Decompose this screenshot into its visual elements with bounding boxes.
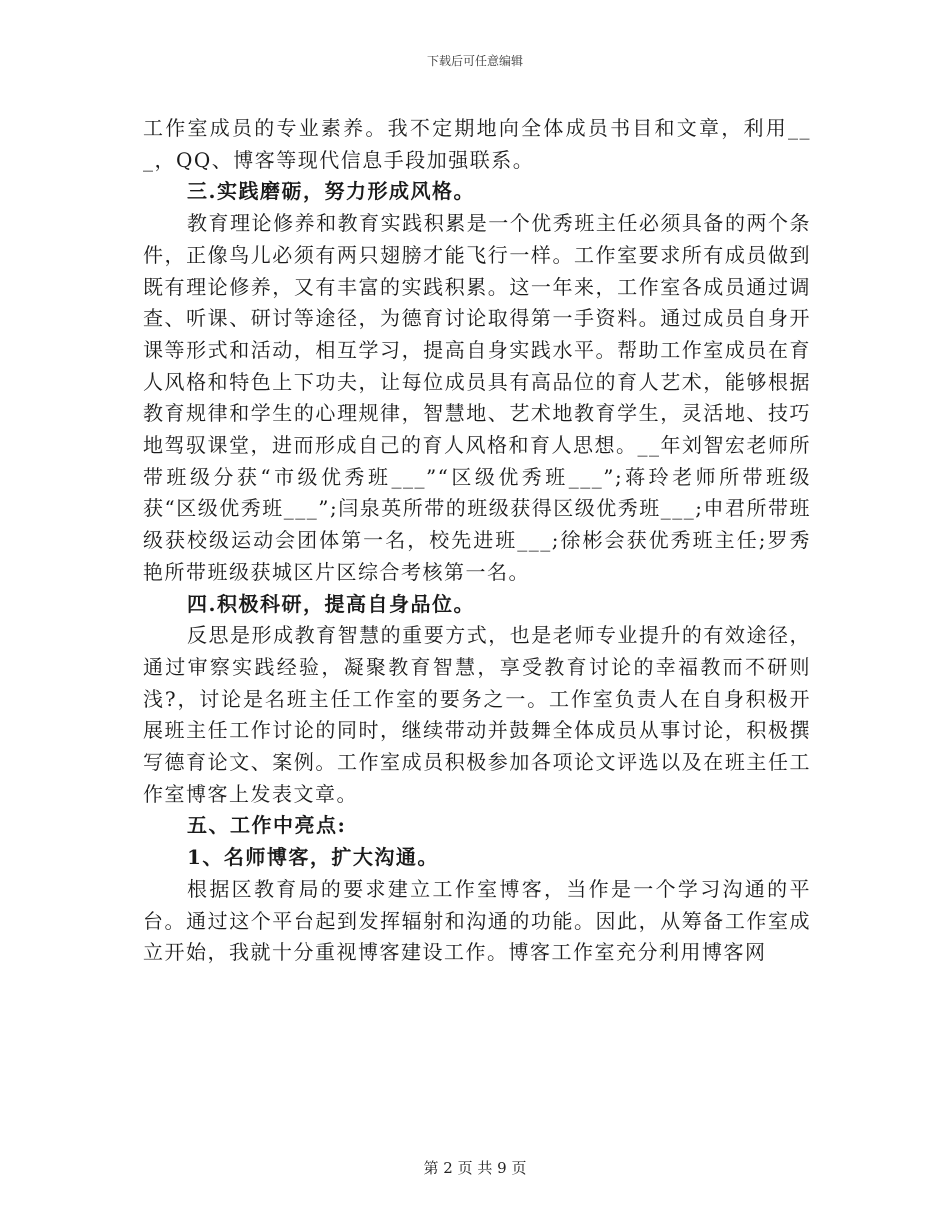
section-heading-4: 四.积极科研，提高自身品位。 (187, 591, 475, 616)
section-heading-3: 三.实践磨砺，努力形成风格。 (187, 179, 475, 204)
document-body (143, 113, 811, 969)
section-heading-5: 五、工作中亮点: (187, 813, 347, 838)
paragraph-blog: 根据区教育局的要求建立工作室博客，当作是一个学习沟通的平台。通过这个平台起到发挥辐射和沟通的功能。因此，从筹备工作室成立开始，我就十分重视博客建设工作。博客工作室充分利用博客网 (143, 876, 811, 965)
subsection-heading-5-1: 1、名师博客，扩大沟通。 (187, 845, 439, 870)
page-number-footer: 第 2 页 共 9 页 (423, 1159, 527, 1177)
paragraph-continued: 工作室成员的专业素养。我不定期地向全体成员书目和文章，利用___，QQ、博客等现代信息手段加强联系。 (143, 116, 811, 172)
paragraph-practice: 教育理论修养和教育实践积累是一个优秀班主任必须具备的两个条件，正像鸟儿必须有两只翅膀才能飞行一样。工作室要求所有成员做到既有理论修养，又有丰富的实践积累。这一年来，工作室各成员通过调查、听课、研讨等途径，为德育讨论取得第一手资料。通过成员自身开课等形式和活动，相互学习，提高自身实践水平。帮助工作室成员在育人风格和特色上下功夫，让每位成员具有高品位的育人艺术，能够根据教育规律和学生的心理规律，智慧地、艺术地教育学生，灵活地、技巧地驾驭课堂，进而形成自己的育人风格和育人思想。__年刘智宏老师所带班级分获“市级优秀班___”“区级优秀班___”;蒋玲老师所带班级获“区级优秀班___”;闫泉英所带的班级获得区级优秀班___;申君所带班级获校级运动会团体第一名，校先进班___;徐彬会获优秀班主任;罗秀艳所带班级获城区片区综合考核第一名。 (143, 211, 811, 584)
page-header: 下载后可任意编辑 (426, 54, 523, 68)
paragraph-research: 反思是形成教育智慧的重要方式，也是老师专业提升的有效途径，通过审察实践经验，凝聚教育智慧，享受教育讨论的幸福教而不研则浅?，讨论是名班主任工作室的要务之一。工作室负责人在自身积极开展班主任工作讨论的同时，继续带动并鼓舞全体成员从事讨论，积极撰写德育论文、案例。工作室成员积极参加各项论文评选以及在班主任工作室博客上发表文章。 (143, 623, 811, 806)
